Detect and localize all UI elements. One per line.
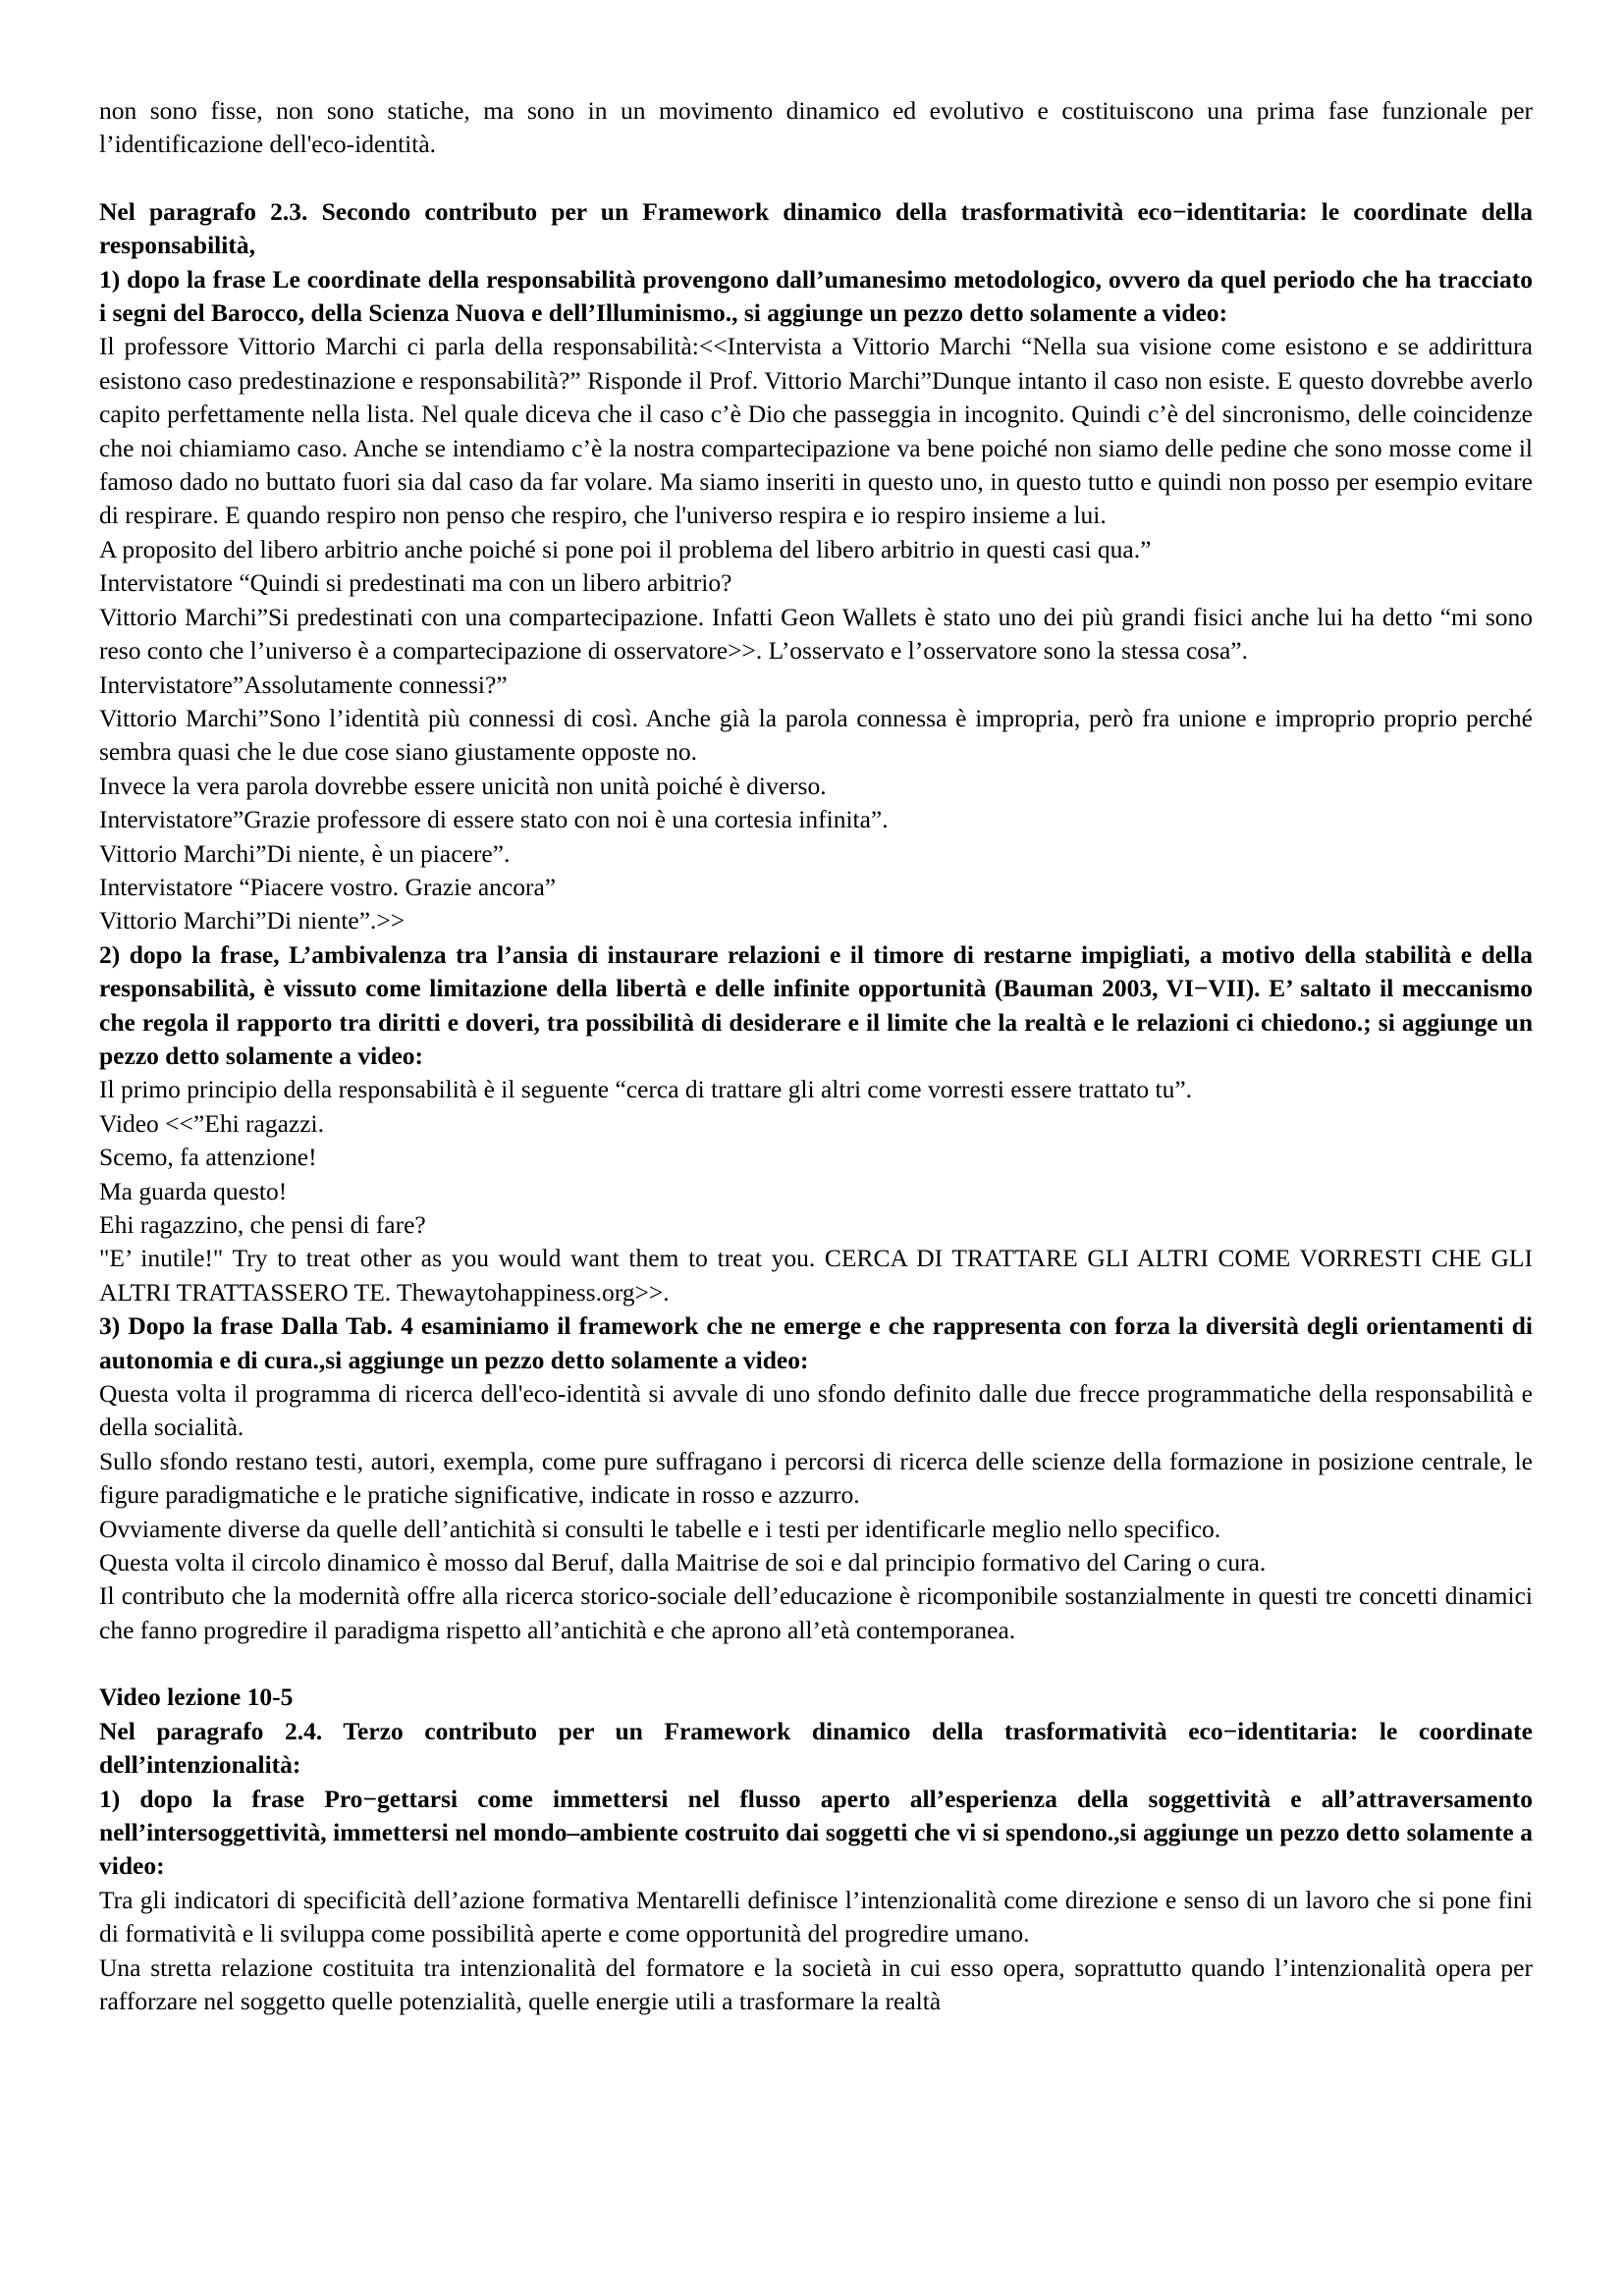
text-line: Il primo principio della responsabilità è il seguente “cerca di trattare gli altri come vorresti essere trattato tu”. [99,1075,1193,1104]
text-line: Intervistatore “Piacere vostro. Grazie ancora” [99,872,557,901]
text-line: Vittorio Marchi”Di niente, è un piacere”. [99,838,511,868]
text-line: Invece la vera parola dovrebbe essere unicità non unità poiché è diverso. [99,771,827,800]
text-line: Sullo sfondo restano testi, autori, exempla, come pure suffragano i percorsi di ricerca delle scienze della formazione in posizione centrale, le figure paradigmatiche e le pratiche significative, indicate in rosso e azzurro. [99,1446,1533,1510]
intro-paragraph: non sono fisse, non sono statiche, ma sono in un movimento dinamico ed evolutivo e costituiscono una prima fase funzionale per l’identificazione dell'eco-identità. [99,96,1533,159]
text-line: Ma guarda questo! [99,1176,288,1205]
text-line: Questa volta il programma di ricerca dell'eco-identità si avvale di uno sfondo definito dalle due frecce programmatiche della responsabilità e della socialità. [99,1379,1533,1442]
text-line: Video <<”Ehi ragazzi. [99,1108,325,1138]
text-line: "E’ inutile!" Try to treat other as you would want them to treat you. CERCA DI TRATTARE GLI ALTRI COME VORRESTI CHE GLI ALTRI TRATTASSERO TE. Thewaytohappiness.org>>. [99,1244,1533,1307]
point-2-heading: 2) dopo la frase, L’ambivalenza tra l’ansia di instaurare relazioni e il timore di restarne impigliati, a motivo della stabilità e della responsabilità, è vissuto come limitazione della libertà e delle infinite opportunità (Bauman 2003, VI−VII). E’ saltato il meccanismo che regola il rapporto tra diritti e doveri, tra possibilità di desiderare e il limite che la realtà e le relazioni ci chiedono.; si aggiunge un pezzo detto solamente a video: [99,939,1533,1070]
text-line: Il contributo che la modernità offre alla ricerca storico-sociale dell’educazione è ricomponibile sostanzialmente in questi tre concetti dinamici che fanno progredire il paradigma rispetto all’antichità e che aprono all’età contemporanea. [99,1581,1533,1644]
text-line: Il professore Vittorio Marchi ci parla della responsabilità:<<Intervista a Vittorio Marchi “Nella sua visione come esistono e se addirittura esistono caso predestinazione e responsabilità?” Risponde il Prof. Vittorio Marchi”Dunque intanto il caso non esiste. E questo dovrebbe averlo capito perfettamente nella lista. Nel quale diceva che il caso c’è Dio che passeggia in incognito. Quindi c’è del sincronismo, delle coincidenze che noi chiamiamo caso. Anche se intendiamo c’è la nostra compartecipazione va bene poiché non siamo delle pedine che sono mosse come il famoso dado no buttato fuori sia dal caso da far volare. Ma siamo inseriti in questo uno, in questo tutto e quindi non posso per esempio evitare di respirare. E quando respiro non penso che respiro, che l'universo respira e io respiro insieme a lui. [99,332,1533,530]
text-line: Intervistatore”Grazie professore di essere stato con noi è una cortesia infinita”. [99,805,889,834]
text-line: Una stretta relazione costituita tra intenzionalità del formatore e la società in cui esso opera, soprattutto quando l’intenzionalità opera per rafforzare nel soggetto quelle potenzialità, quelle energie utili a trasformare la realtà [99,1952,1533,2015]
video-lesson-label: Video lezione 10-5 [99,1682,294,1712]
text-line: Tra gli indicatori di specificità dell’azione formativa Mentarelli definisce l’intenzionalità come direzione e senso di un lavoro che si pone fini di formatività e li sviluppa come possibilità aperte e come opportunità del progredire umano. [99,1885,1533,1949]
text-line: Vittorio Marchi”Si predestinati con una compartecipazione. Infatti Geon Wallets è stato uno dei più grandi fisici anche lui ha detto “mi sono reso conto che l’universo è a compartecipazione di osservatore>>. L’osservato e l’osservatore sono la stessa cosa”. [99,602,1533,666]
text-line: Vittorio Marchi”Sono l’identità più connessi di così. Anche già la parola connessa è impropria, però fra unione e improprio proprio perché sembra quasi che le due cose siano giustamente opposte no. [99,703,1533,767]
spacer [99,162,1533,195]
spacer [99,1647,1533,1681]
text-line: Ehi ragazzino, che pensi di fare? [99,1210,426,1239]
text-line: Intervistatore”Assolutamente connessi?” [99,669,508,699]
text-line: Ovviamente diverse da quelle dell’antichità si consulti le tabelle e i testi per identificarle meglio nello specifico. [99,1514,1221,1543]
text-line: Scemo, fa attenzione! [99,1143,317,1172]
point-1-heading: 1) dopo la frase Le coordinate della responsabilità provengono dall’umanesimo metodologico, ovvero da quel periodo che ha tracciato i segni del Barocco, della Scienza Nuova e dell’Illuminismo., si aggiunge un pezzo detto solamente a video: [99,264,1533,328]
point-1-heading: 1) dopo la frase Pro−gettarsi come immettersi nel flusso aperto all’esperienza della soggettività e all’attraversamento nell’intersoggettività, immettersi nel mondo–ambiente costruito dai soggetti che vi si spendono.,si aggiunge un pezzo detto solamente a video: [99,1784,1533,1881]
section-2-4-heading: Nel paragrafo 2.4. Terzo contributo per un Framework dinamico della trasformatività eco−identitaria: le coordinate dell’intenzionalità: [99,1716,1533,1780]
text-line: Vittorio Marchi”Di niente”.>> [99,906,406,935]
document-page [99,94,1533,2018]
point-3-heading: 3) Dopo la frase Dalla Tab. 4 esaminiamo il framework che ne emerge e che rappresenta con forza la diversità degli orientamenti di autonomia e di cura.,si aggiunge un pezzo detto solamente a video: [99,1311,1533,1374]
text-line: A proposito del libero arbitrio anche poiché si pone poi il problema del libero arbitrio in questi casi qua.” [99,534,1152,563]
section-2-3-heading: Nel paragrafo 2.3. Secondo contributo per un Framework dinamico della trasformatività eco−identitaria: le coordinate della responsabilità, [99,196,1533,260]
text-line: Intervistatore “Quindi si predestinati ma con un libero arbitrio? [99,568,732,598]
text-line: Questa volta il circolo dinamico è mosso dal Beruf, dalla Maitrise de soi e dal principio formativo del Caring o cura. [99,1548,1267,1577]
